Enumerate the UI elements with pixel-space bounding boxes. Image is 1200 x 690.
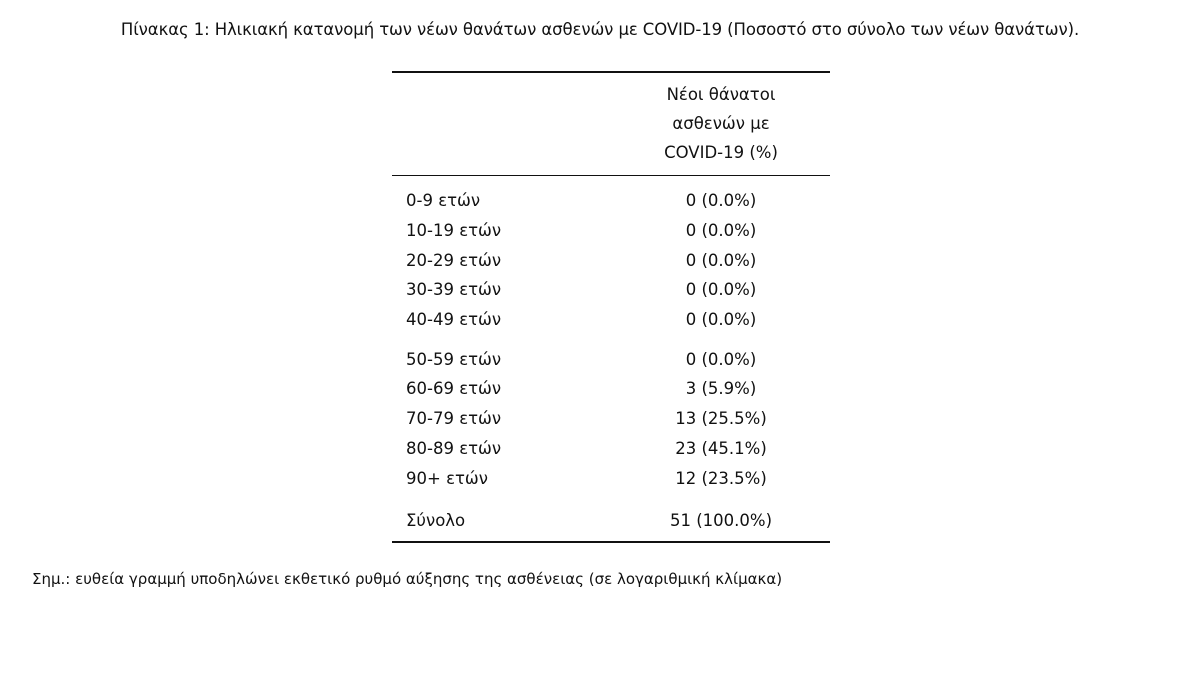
- table-bottom-rule: [392, 541, 830, 543]
- row-value: 0 (0.0%): [685, 221, 757, 241]
- column-header-line-2: ασθενών με: [672, 113, 770, 133]
- row-label: 20-29 ετών: [406, 250, 502, 270]
- table-body: [392, 176, 830, 541]
- row-label: 0-9 ετών: [406, 191, 481, 211]
- row-label: 30-39 ετών: [406, 280, 502, 300]
- table-row: [392, 216, 830, 246]
- table-row: [392, 434, 830, 464]
- row-value: 13 (25.5%): [675, 409, 767, 429]
- row-value: 23 (45.1%): [675, 438, 767, 458]
- row-value: 0 (0.0%): [685, 310, 757, 330]
- footnote: Σημ.: ευθεία γραμμή υποδηλώνει εκθετικό ρυθμό αύξησης της ασθένειας (σε λογαριθμική κλίμακα): [32, 570, 783, 588]
- table-row: [392, 463, 830, 493]
- table-row: [392, 305, 830, 335]
- row-label: 40-49 ετών: [406, 310, 502, 330]
- table-row: [392, 344, 830, 374]
- row-value: 0 (0.0%): [685, 250, 757, 270]
- row-value: 0 (0.0%): [685, 349, 757, 369]
- row-label: 50-59 ετών: [406, 349, 502, 369]
- header-stub-cell: [392, 73, 612, 175]
- row-label: 60-69 ετών: [406, 379, 502, 399]
- row-label: 70-79 ετών: [406, 409, 502, 429]
- table-row: [392, 404, 830, 434]
- row-label: 10-19 ετών: [406, 221, 502, 241]
- total-value: 51 (100.0%): [669, 511, 773, 531]
- table-total-row: [392, 505, 830, 537]
- table-row: [392, 186, 830, 216]
- age-distribution-table: [392, 71, 830, 543]
- row-label: 80-89 ετών: [406, 438, 502, 458]
- total-label: Σύνολο: [406, 511, 466, 531]
- row-value: 0 (0.0%): [685, 280, 757, 300]
- table-row: [392, 275, 830, 305]
- table-caption: Πίνακας 1: Ηλικιακή κατανομή των νέων θανάτων ασθενών με COVID-19 (Ποσοστό στο σύνολο των νέων θανάτων).: [120, 20, 1080, 39]
- column-header-line-3: COVID-19 (%): [664, 142, 778, 162]
- row-label: 90+ ετών: [406, 468, 488, 488]
- row-value: 3 (5.9%): [685, 379, 757, 399]
- row-value: 12 (23.5%): [675, 468, 767, 488]
- column-header-line-1: Νέοι θάνατοι: [666, 84, 776, 104]
- table-row: [392, 374, 830, 404]
- column-header-deaths: [612, 73, 830, 175]
- table-header: [392, 73, 830, 175]
- row-value: 0 (0.0%): [685, 191, 757, 211]
- table-row: [392, 245, 830, 275]
